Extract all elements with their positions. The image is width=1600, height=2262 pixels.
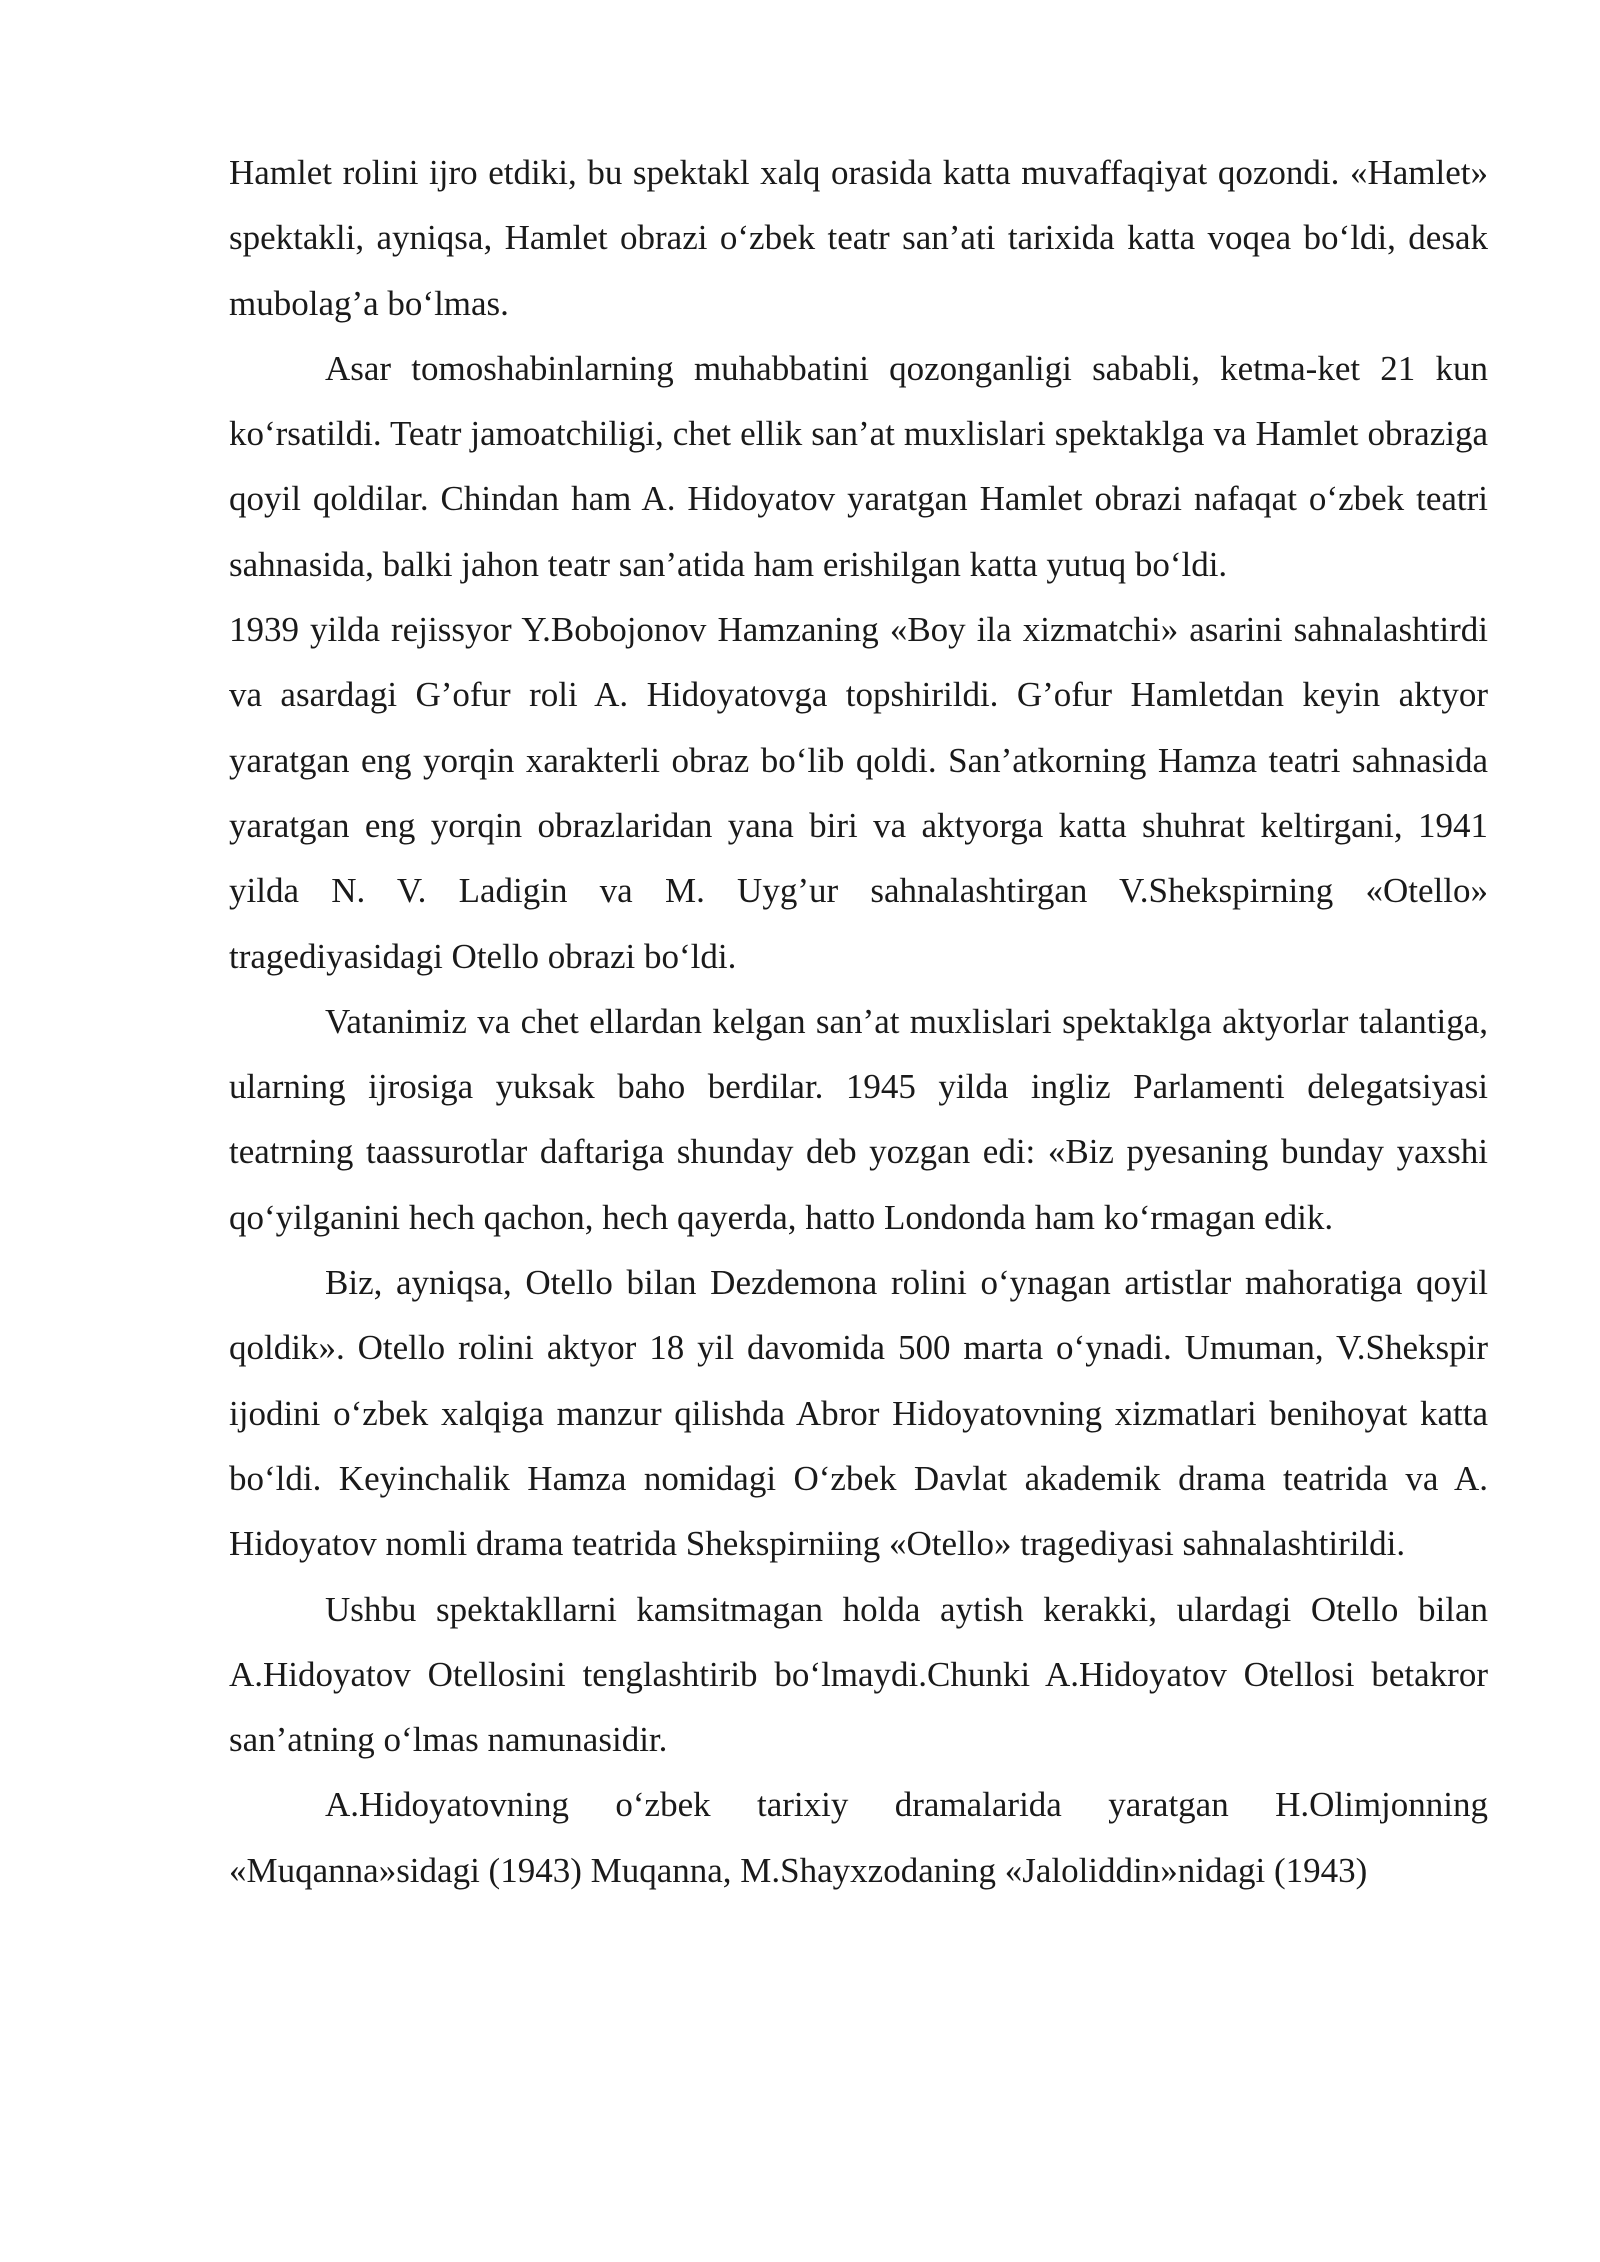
paragraph-hamlet-shown-21-days: Asar tomoshabinlarning muhabbatini qozonganligi sababli, ketma-ket 21 kun ko‘rsatildi. Teatr jamoatchiligi, chet ellik san’at muxlislari spektaklga va Hamlet obraziga qoyil qoldilar. Chindan ham A. Hidoyatov yaratgan Hamlet obrazi nafaqat o‘zbek teatri sahnasida, balki jahon teatr san’atida ham erishilgan katta yutuq bo‘ldi.: [229, 348, 1488, 584]
paragraph-otello-500-performances: Biz, ayniqsa, Otello bilan Dezdemona rolini o‘ynagan artistlar mahoratiga qoyil qoldik». Otello rolini aktyor 18 yil davomida 500 marta o‘ynadi. Umuman, V.Shekspir ijodini o‘zbek xalqiga manzur qilishda Abror Hidoyatovning xizmatlari benihoyat katta bo‘ldi. Keyinchalik Hamza nomidagi O‘zbek Davlat akademik drama teatrida va A. Hidoyatov nomli drama teatrida Shekspirniing «Otello» tragediyasi sahnalashtirildi.: [229, 1263, 1488, 1564]
paragraph-unique-otello: Ushbu spektakllarni kamsitmagan holda aytish kerakki, ulardagi Otello bilan A.Hidoyatov Otellosini tenglashtirib bo‘lmaydi.Chunki A.Hidoyatov Otellosi betakror san’atning o‘lmas namunasidir.: [229, 1589, 1488, 1760]
paragraph-historical-dramas: A.Hidoyatovning o‘zbek tarixiy dramalarida yaratgan H.Olimjonning «Muqanna»sidagi (1943) Muqanna, M.Shayxzodaning «Jaloliddin»nidagi (1943): [229, 1785, 1488, 1890]
paragraph-hamlet-success: Hamlet rolini ijro etdiki, bu spektakl xalq orasida katta muvaffaqiyat qozondi. «Hamlet» spektakli, ayniqsa, Hamlet obrazi o‘zbek teatr san’ati tarixida katta voqea bo‘ldi, desak mubolag’a bo‘lmas.: [229, 153, 1488, 323]
document-page: [229, 140, 1488, 1903]
paragraph-parliament-delegation: Vatanimiz va chet ellardan kelgan san’at muxlislari spektaklga aktyorlar talantiga, ularning ijrosiga yuksak baho berdilar. 1945 yilda ingliz Parlamenti delegatsiyasi teatrning taassurotlar daftariga shunday deb yozgan edi: «Biz pyesaning bunday yaxshi qo‘yilganini hech qachon, hech qayerda, hatto Londonda ham ko‘rmagan edik.: [229, 1001, 1488, 1237]
paragraph-gofur-otello-role: 1939 yilda rejissyor Y.Bobojonov Hamzaning «Boy ila xizmatchi» asarini sahnalashtirdi va asardagi G’ofur roli A. Hidoyatovga topshirildi. G’ofur Hamletdan keyin aktyor yaratgan eng yorqin xarakterli obraz bo‘lib qoldi. San’atkorning Hamza teatri sahnasida yaratgan eng yorqin obrazlaridan yana biri va aktyorga katta shuhrat keltirgani, 1941 yilda N. V. Ladigin va M. Uyg’ur sahnalashtirgan V.Shekspirning «Otello» tragediyasidagi Otello obrazi bo‘ldi.: [229, 610, 1488, 976]
